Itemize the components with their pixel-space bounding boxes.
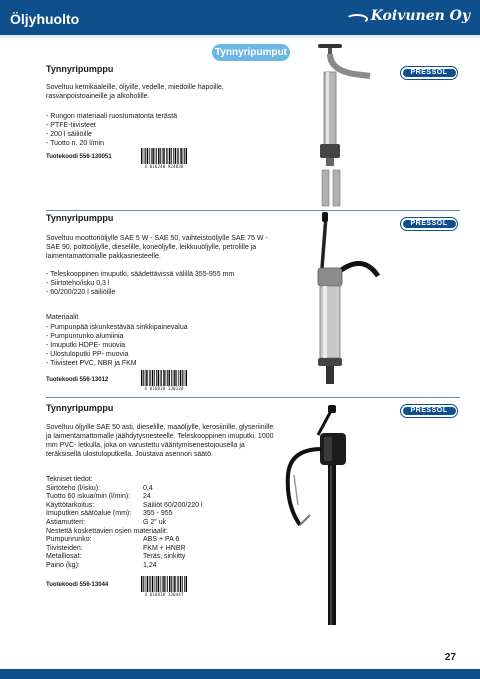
feature-item: - PTFE-tiivisteet (46, 121, 286, 130)
pressol-logo (400, 66, 458, 80)
spec-row (46, 493, 203, 502)
spec-key: Siirtoteho (l/isku): (46, 484, 101, 492)
feature-item: - Teleskooppinen imuputki, säädettävissä välillä 355-955 mm (46, 270, 268, 279)
pump-hose-image (270, 405, 390, 630)
spec-value: 355 - 955 (143, 510, 173, 518)
spec-key: Imuputken säätöalue (mm): (46, 510, 132, 518)
feature-list (46, 270, 268, 297)
spec-key: Tiivisteiden: (46, 544, 83, 552)
section-divider (46, 210, 460, 211)
header-stripe (0, 35, 480, 38)
spec-row (46, 519, 203, 528)
barcode (140, 576, 188, 598)
material-item: - Tiivisteet PVC, NBR ja FKM (46, 359, 286, 368)
pressol-logo (400, 404, 458, 418)
spec-key: Paino (kg): (46, 561, 80, 569)
feature-item: - Rungon materiaali ruostumatonta terästä (46, 112, 286, 121)
barcode (140, 370, 188, 392)
spec-key: Tuotto 60 iskua/min (l/min): (46, 493, 131, 501)
product-code: Tuotekoodi 556-13044 (46, 582, 109, 588)
material-item: - Pumpunpää iskunkestävää sinkkipainevalua (46, 323, 286, 332)
pressol-logo (400, 217, 458, 231)
spec-key: Käyttötarkoitus: (46, 501, 95, 509)
footer-bar (0, 669, 480, 679)
spec-value: ABS + PA 6 (143, 536, 180, 544)
barcode-digits: 4 016810 130120 (144, 386, 184, 391)
page-number: 27 (444, 652, 456, 663)
spec-row (46, 485, 203, 494)
spec-value: Säiliöt 60/200/220 l (143, 501, 203, 509)
tech-specs (46, 476, 203, 571)
product-title: Tynnyripumppu (46, 64, 114, 74)
pressol-label: PRESSOL (403, 220, 456, 228)
barcode (140, 148, 188, 170)
spec-value: G 2" uk (143, 518, 167, 526)
product-title: Tynnyripumppu (46, 403, 114, 413)
spec-row (46, 562, 203, 571)
feature-item: - Siirtoteho/isku 0,3 l (46, 279, 268, 288)
spec-key: Metalliosat: (46, 553, 82, 561)
page-category-title: Öljyhuolto (10, 11, 80, 27)
spec-value: 1,24 (143, 561, 157, 569)
spec-value: Teräs, sinkitty (143, 553, 186, 561)
materials-heading: Nestettä koskettavien osien materiaalit: (46, 527, 168, 535)
brand-logo: Koivunen Oy (370, 8, 470, 24)
spec-value: 24 (143, 493, 151, 501)
spec-value: FKM + HNBR (143, 544, 186, 552)
section-divider (46, 397, 460, 398)
tech-heading: Tekniset tiedot: (46, 476, 93, 483)
pump-stainless-image (290, 40, 390, 210)
pressol-label: PRESSOL (403, 407, 456, 415)
pressol-label: PRESSOL (403, 69, 456, 77)
product-description: Soveltuu moottoriöljylle SAE 5 W - SAE 50, vaihteistoöljylle SAE 75 W - SAE 90, polttoöljylle, dieselille, koneöljylle, leikkuuöljylle, petrolille ja laimentamattomalle pakkasnesteelle. (46, 235, 268, 260)
spec-row (46, 536, 203, 545)
barcode-bars-icon (140, 370, 188, 386)
barcode-digits: 4 016810 130447 (144, 592, 184, 597)
product-code: Tuotekoodi 556-130051 (46, 154, 112, 160)
spec-key: Pumpunrunko: (46, 536, 92, 544)
product-description: Soveltuu kemikaaleille, öljyille, vedelle, miedoille hapoille, rasvanpoistoaineille ja alkoholille. (46, 84, 224, 100)
materials-heading: Materiaalit (46, 314, 79, 321)
feature-item: - 60/200/220 l säiliöille (46, 288, 268, 297)
materials-list (46, 323, 286, 368)
spec-value: 0,4 (143, 484, 153, 492)
spec-row (46, 545, 203, 554)
product-code: Tuotekoodi 556-13012 (46, 377, 109, 383)
section-tag: Tynnyripumput (212, 44, 290, 61)
feature-list (46, 112, 286, 148)
barcode-bars-icon (140, 148, 188, 164)
barcode-bars-icon (140, 576, 188, 592)
header-bar (0, 0, 480, 38)
spec-row (46, 510, 203, 519)
feature-item: - 200 l säiliöille (46, 130, 286, 139)
spec-row (46, 553, 203, 562)
material-item: - Imuputki HDPE- muovia (46, 341, 286, 350)
brand-swoosh-icon (346, 14, 368, 24)
pump-lever-image (292, 212, 392, 387)
feature-item: - Tuotto n. 20 l/min (46, 139, 286, 148)
material-item: - Pumpunrunko alumiinia (46, 332, 286, 341)
material-item: - Ulostuloputki PP- muovia (46, 350, 286, 359)
spec-key: Astiamutteri: (46, 518, 85, 526)
barcode-digits: 4 016240 924838 (144, 164, 184, 169)
spec-row (46, 502, 203, 511)
product-title: Tynnyripumppu (46, 213, 114, 223)
product-description: Soveltuu öljyille SAE 50 asti, dieselille, maaöljylle, kerosiinille, glyseriinille ja laimentamattomalle jäähdytysnesteelle. Teleskooppinen imuputki. 1000 mm PVC- letkulla, joka on varustettu vääntymisenestojousella ja teräksisellä ulostuloputkella. Joustava asennon säätö. (46, 424, 274, 458)
